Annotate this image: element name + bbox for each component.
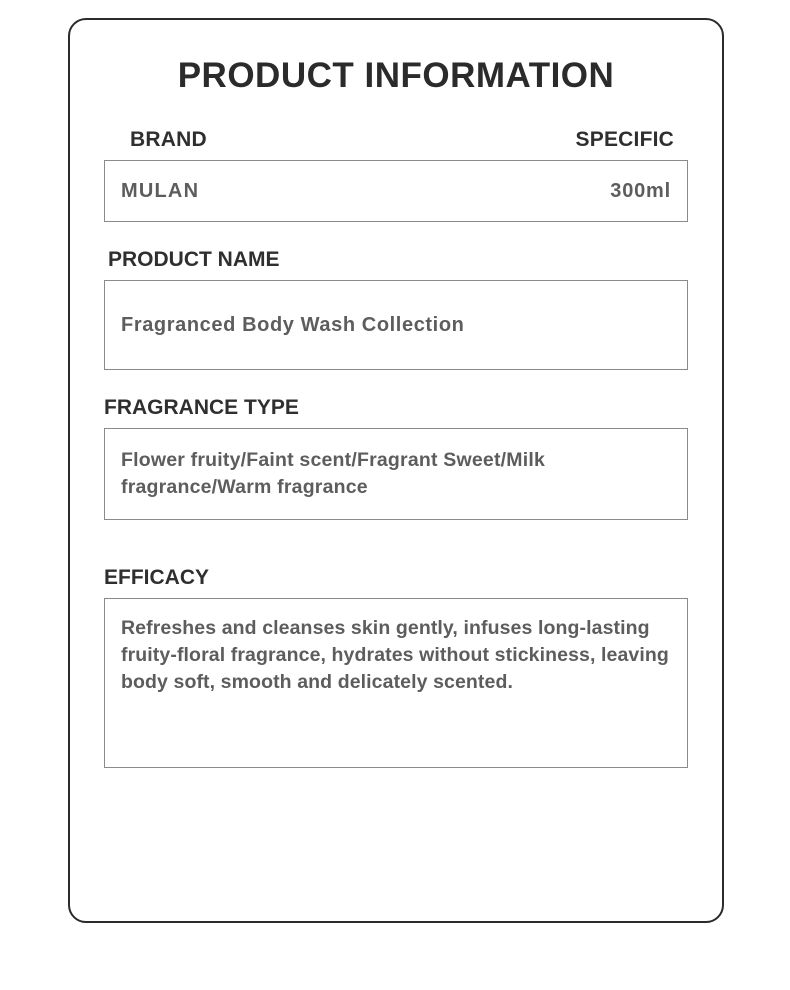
efficacy-label: EFFICACY — [104, 566, 209, 589]
brand-label: BRAND — [130, 128, 207, 151]
fragrance-type-block — [104, 396, 688, 520]
brand-specific-label-row — [104, 128, 688, 152]
fragrance-type-label: FRAGRANCE TYPE — [104, 396, 299, 419]
brand-value: MULAN — [121, 179, 200, 202]
brand-specific-field[interactable] — [104, 160, 688, 222]
product-name-value: Fragranced Body Wash Collection — [121, 313, 465, 336]
fragrance-type-field[interactable] — [104, 428, 688, 520]
efficacy-value: Refreshes and cleanses skin gently, infuses long-lasting fruity-floral fragrance, hydrates without stickiness, leaving body soft, smooth and delicately scented. — [121, 617, 669, 693]
product-name-label: PRODUCT NAME — [108, 248, 280, 271]
efficacy-field[interactable] — [104, 598, 688, 768]
product-information-card — [68, 18, 724, 923]
specific-label: SPECIFIC — [575, 128, 674, 151]
product-name-block — [104, 248, 688, 370]
product-name-field[interactable] — [104, 280, 688, 370]
section-spacer — [104, 520, 688, 540]
efficacy-block — [104, 566, 688, 768]
fields-container — [104, 128, 688, 768]
specific-value: 300ml — [610, 179, 671, 202]
fragrance-type-value: Flower fruity/Faint scent/Fragrant Sweet/Milk fragrance/Warm fragrance — [121, 449, 545, 498]
page-title: PRODUCT INFORMATION — [177, 56, 615, 95]
